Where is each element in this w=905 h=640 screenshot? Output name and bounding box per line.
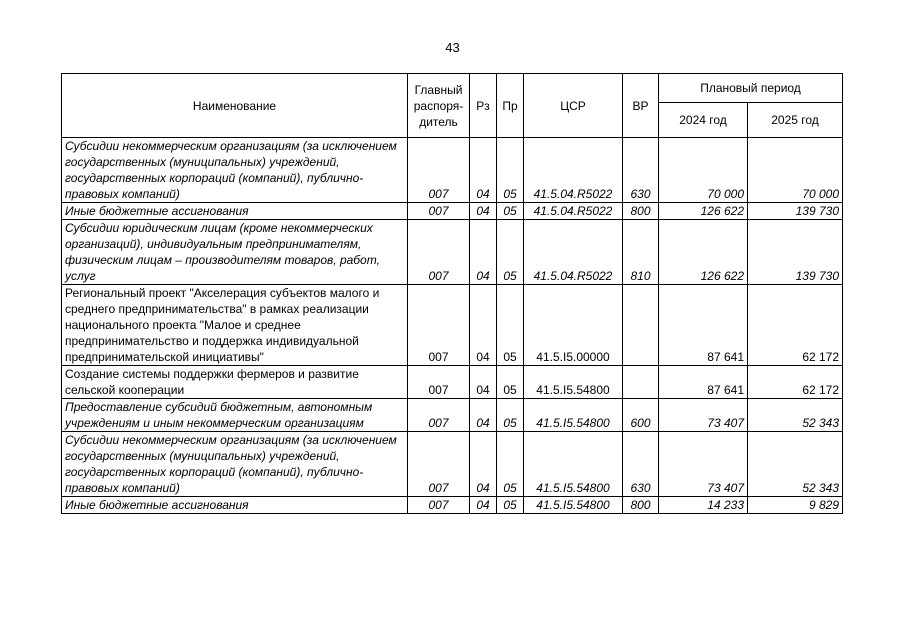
cell-2024: 87 641	[659, 285, 748, 366]
cell-csr: 41.5.04.R5022	[524, 203, 623, 220]
cell-admin: 007	[408, 138, 470, 203]
cell-rz: 04	[470, 138, 497, 203]
cell-admin: 007	[408, 285, 470, 366]
cell-rz: 04	[470, 432, 497, 497]
cell-name: Субсидии юридическим лицам (кроме некоммерческих организаций), индивидуальным предпринимателям, физическим лицам – производителям товаров, работ, услуг	[62, 220, 408, 285]
header-rz: Рз	[470, 74, 497, 138]
cell-vr	[623, 366, 659, 399]
cell-admin: 007	[408, 497, 470, 514]
table-row	[62, 285, 843, 366]
cell-2025: 139 730	[748, 220, 843, 285]
header-pr: Пр	[497, 74, 524, 138]
cell-vr: 600	[623, 399, 659, 432]
cell-2025: 139 730	[748, 203, 843, 220]
cell-2025: 62 172	[748, 366, 843, 399]
header-year-2024: 2024 год	[659, 103, 748, 138]
cell-admin: 007	[408, 220, 470, 285]
cell-2024: 126 622	[659, 220, 748, 285]
cell-name: Субсидии некоммерческим организациям (за исключением государственных (муниципальных) учреждений, государственных корпораций (компаний), публично-правовых компаний)	[62, 432, 408, 497]
cell-2024: 70 000	[659, 138, 748, 203]
cell-rz: 04	[470, 220, 497, 285]
cell-2024: 73 407	[659, 399, 748, 432]
cell-2025: 70 000	[748, 138, 843, 203]
cell-name: Иные бюджетные ассигнования	[62, 203, 408, 220]
cell-csr: 41.5.I5.54800	[524, 366, 623, 399]
cell-rz: 04	[470, 399, 497, 432]
cell-pr: 05	[497, 285, 524, 366]
cell-2025: 9 829	[748, 497, 843, 514]
header-planned-period: Плановый период	[659, 74, 843, 103]
cell-vr: 800	[623, 497, 659, 514]
cell-2025: 62 172	[748, 285, 843, 366]
table-row	[62, 220, 843, 285]
cell-vr	[623, 285, 659, 366]
header-name: Наименование	[62, 74, 408, 138]
cell-pr: 05	[497, 203, 524, 220]
cell-rz: 04	[470, 497, 497, 514]
cell-2024: 126 622	[659, 203, 748, 220]
cell-pr: 05	[497, 220, 524, 285]
cell-pr: 05	[497, 497, 524, 514]
cell-pr: 05	[497, 399, 524, 432]
cell-2024: 14 233	[659, 497, 748, 514]
cell-rz: 04	[470, 366, 497, 399]
cell-csr: 41.5.I5.00000	[524, 285, 623, 366]
cell-admin: 007	[408, 399, 470, 432]
cell-admin: 007	[408, 432, 470, 497]
page-number: 43	[445, 40, 460, 55]
cell-csr: 41.5.I5.54800	[524, 399, 623, 432]
cell-name: Создание системы поддержки фермеров и развитие сельской кооперации	[62, 366, 408, 399]
header-year-2025: 2025 год	[748, 103, 843, 138]
cell-admin: 007	[408, 366, 470, 399]
budget-table	[61, 73, 843, 514]
cell-rz: 04	[470, 203, 497, 220]
cell-admin: 007	[408, 203, 470, 220]
cell-pr: 05	[497, 366, 524, 399]
cell-name: Субсидии некоммерческим организациям (за исключением государственных (муниципальных) учреждений, государственных корпораций (компаний), публично-правовых компаний)	[62, 138, 408, 203]
cell-csr: 41.5.I5.54800	[524, 432, 623, 497]
cell-name: Предоставление субсидий бюджетным, автономным учреждениям и иным некоммерческим организациям	[62, 399, 408, 432]
table-row	[62, 497, 843, 514]
table-row	[62, 203, 843, 220]
table-row	[62, 366, 843, 399]
cell-pr: 05	[497, 432, 524, 497]
table-row	[62, 399, 843, 432]
cell-csr: 41.5.04.R5022	[524, 220, 623, 285]
cell-2024: 87 641	[659, 366, 748, 399]
header-vr: ВР	[623, 74, 659, 138]
cell-2025: 52 343	[748, 399, 843, 432]
cell-vr: 630	[623, 432, 659, 497]
cell-vr: 630	[623, 138, 659, 203]
header-csr: ЦСР	[524, 74, 623, 138]
header-admin: Главный распоря-дитель	[408, 74, 470, 138]
cell-pr: 05	[497, 138, 524, 203]
table-body	[62, 138, 843, 514]
cell-name: Региональный проект "Акселерация субъектов малого и среднего предпринимательства" в рамках реализации национального проекта "Малое и среднее предпринимательство и поддержка индивидуальной предпринимательской инициативы"	[62, 285, 408, 366]
table-row	[62, 138, 843, 203]
table-row	[62, 432, 843, 497]
cell-csr: 41.5.I5.54800	[524, 497, 623, 514]
cell-csr: 41.5.04.R5022	[524, 138, 623, 203]
cell-name: Иные бюджетные ассигнования	[62, 497, 408, 514]
cell-rz: 04	[470, 285, 497, 366]
cell-vr: 800	[623, 203, 659, 220]
cell-vr: 810	[623, 220, 659, 285]
cell-2025: 52 343	[748, 432, 843, 497]
cell-2024: 73 407	[659, 432, 748, 497]
